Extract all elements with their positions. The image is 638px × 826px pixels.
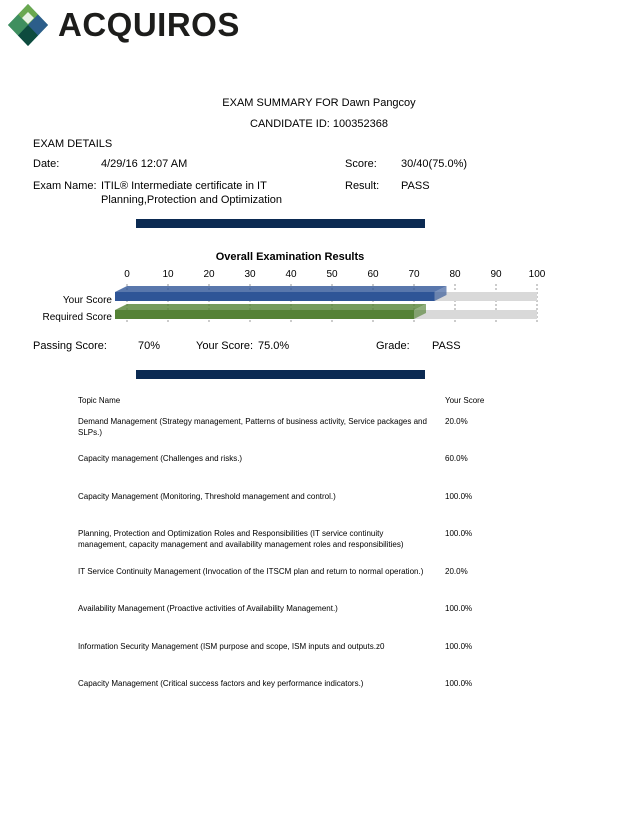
- divider-bar-bottom: [136, 370, 425, 379]
- topic-row-score: 100.0%: [445, 529, 473, 538]
- x-tick-label: 30: [244, 269, 256, 280]
- overall-results-chart: [0, 240, 638, 335]
- score-label: Score:: [345, 158, 377, 170]
- acquiros-diamond-icon: [8, 4, 48, 46]
- topic-row-score: 100.0%: [445, 679, 473, 688]
- candidate-id: CANDIDATE ID: 100352368: [250, 118, 388, 130]
- topic-row-name: [78, 641, 448, 652]
- topic-row-name: [78, 491, 448, 502]
- bar-required-score: [115, 310, 414, 319]
- bar-required-score-top: [115, 304, 426, 310]
- topic-name-line1: IT Service Continuity Management (Invocation of the ITSCM plan and return to normal operation.): [78, 567, 424, 576]
- topic-row-score: 100.0%: [445, 492, 473, 501]
- topic-name-line2: SLPs.): [78, 428, 103, 437]
- category-label-your-score: Your Score: [62, 295, 112, 306]
- date-value: 4/29/16 12:07 AM: [101, 158, 188, 170]
- topic-row-score: 100.0%: [445, 642, 473, 651]
- exam-name-line1: ITIL® Intermediate certificate in IT: [101, 180, 267, 192]
- divider-bar-top: [136, 219, 425, 228]
- topic-row-name: [78, 566, 448, 577]
- topic-name-line1: Demand Management (Strategy management, Patterns of business activity, Service packages and: [78, 417, 427, 426]
- date-label: Date:: [33, 158, 60, 170]
- x-tick-label: 10: [162, 269, 174, 280]
- topic-name-line1: Information Security Management (ISM purpose and scope, ISM inputs and outputs.z0: [78, 642, 385, 651]
- grade-value: PASS: [432, 340, 461, 352]
- exam-name-line2: Planning,Protection and Optimization: [101, 194, 282, 206]
- exam-details-heading: EXAM DETAILS: [33, 138, 113, 150]
- topic-row-score: 60.0%: [445, 454, 468, 463]
- company-logo: [8, 2, 240, 46]
- your-score-label: Your Score:: [196, 340, 254, 352]
- x-tick-label: 70: [408, 269, 420, 280]
- topic-row-name: [78, 603, 448, 614]
- result-label: Result:: [345, 180, 380, 192]
- exam-name-label: Exam Name:: [33, 180, 97, 192]
- topic-row-name: [78, 528, 448, 550]
- x-tick-label: 50: [326, 269, 338, 280]
- x-tick-label: 90: [490, 269, 502, 280]
- topic-row-score: 20.0%: [445, 417, 468, 426]
- topic-name-line1: Availability Management (Proactive activities of Availability Management.): [78, 604, 338, 613]
- passing-score-label: Passing Score:: [33, 340, 107, 352]
- topic-name-line1: Planning, Protection and Optimization Roles and Responsibilities (IT service continuity: [78, 529, 384, 538]
- x-tick-label: 80: [449, 269, 461, 280]
- logo-text: ACQUIROS: [58, 6, 240, 43]
- topic-name-line1: Capacity Management (Monitoring, Threshold management and control.): [78, 492, 336, 501]
- topic-row-score: 20.0%: [445, 567, 468, 576]
- x-tick-label: 40: [285, 269, 297, 280]
- topic-row-name: [78, 453, 448, 464]
- topic-name-header: Topic Name: [78, 396, 121, 405]
- topic-row-score: 100.0%: [445, 604, 473, 613]
- x-tick-label: 20: [203, 269, 215, 280]
- your-score-value: 75.0%: [258, 340, 290, 352]
- category-label-required-score: Required Score: [42, 312, 112, 323]
- bar-your-score-top: [115, 286, 447, 292]
- x-tick-label: 60: [367, 269, 379, 280]
- exam-summary-title: EXAM SUMMARY FOR Dawn Pangcoy: [222, 97, 416, 109]
- score-value: 30/40(75.0%): [401, 158, 468, 170]
- passing-score-value: 70%: [138, 340, 161, 352]
- topic-name-line1: Capacity Management (Critical success factors and key performance indicators.): [78, 679, 364, 688]
- result-value: PASS: [401, 180, 430, 192]
- grade-label: Grade:: [376, 340, 410, 352]
- bar-your-score: [115, 292, 435, 301]
- chart-title: Overall Examination Results: [215, 251, 365, 263]
- topic-name-line2: management, capacity management and availability management roles and responsibilities): [78, 540, 404, 549]
- topic-name-line1: Capacity management (Challenges and risks.): [78, 454, 243, 463]
- topic-row-name: [78, 678, 448, 689]
- your-score-header: Your Score: [445, 396, 485, 405]
- topic-row-name: [78, 416, 448, 438]
- x-tick-label: 0: [124, 269, 130, 280]
- x-tick-label: 100: [528, 269, 546, 280]
